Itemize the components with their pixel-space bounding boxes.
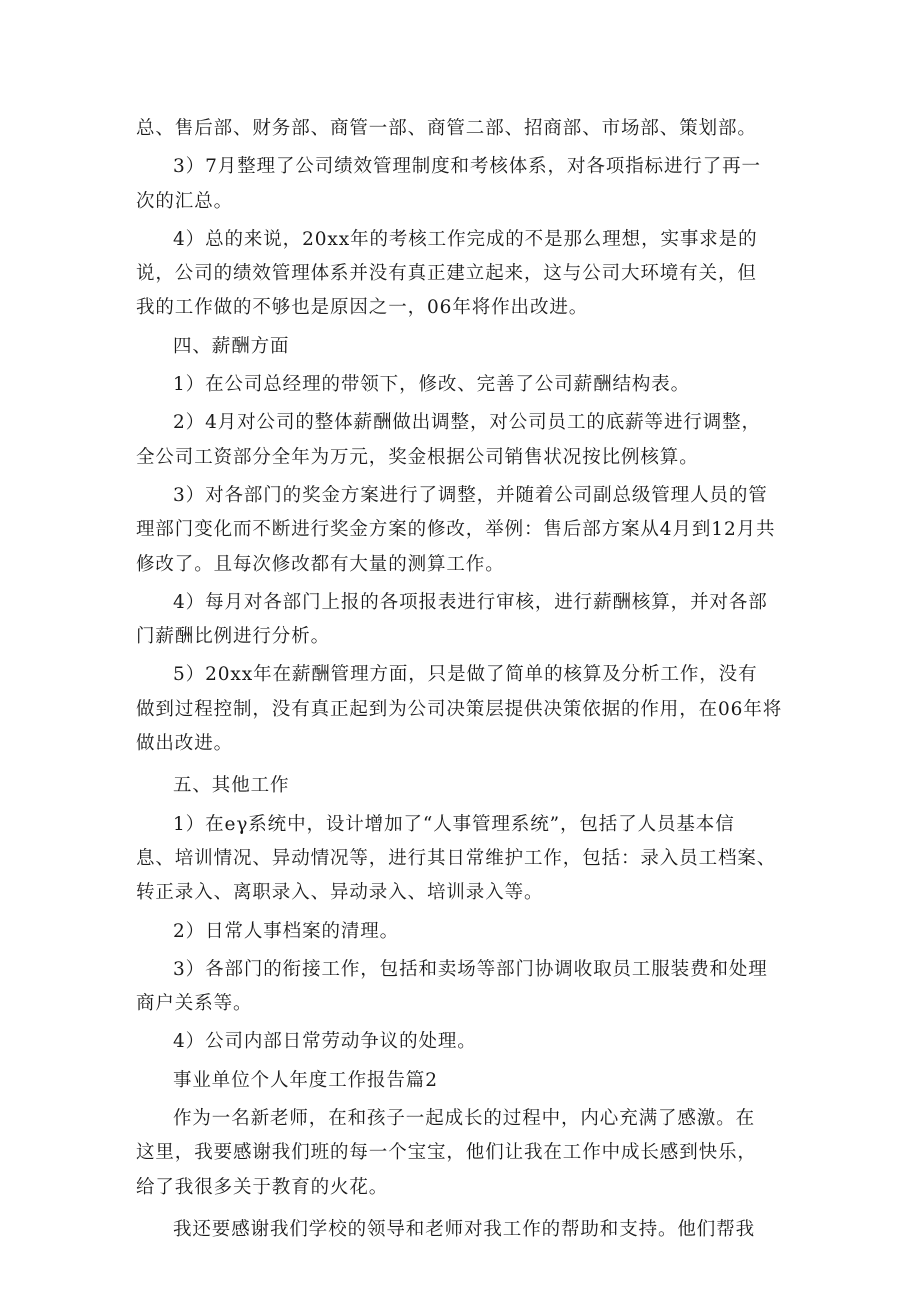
text-line: 次的汇总。 <box>136 190 234 212</box>
text-line: 做出改进。 <box>136 733 234 755</box>
paragraph-bonus-plan <box>136 479 796 582</box>
text-line: 我还要感谢我们学校的领导和老师对我工作的帮助和支持。他们帮我 <box>173 1218 756 1240</box>
paragraph-new-teacher <box>136 1102 796 1205</box>
paragraph-performance-system <box>136 150 796 219</box>
text-line: 商户关系等。 <box>136 993 253 1015</box>
text-line: 4）每月对各部门上报的各项报表进行审核，进行薪酬核算，并对各部 <box>173 591 768 613</box>
text-line: 给了我很多关于教育的火花。 <box>136 1176 389 1198</box>
text-line: 3）各部门的衔接工作，包括和卖场等部门协调收取员工服装费和处理 <box>173 958 768 980</box>
paragraph-assessment-summary <box>136 223 796 326</box>
text-line: 说，公司的绩效管理体系并没有真正建立起来，这与公司大环境有关，但 <box>136 263 757 285</box>
section-heading-other-work: 五、其他工作 <box>173 775 290 797</box>
paragraph-monthly-review <box>136 586 796 655</box>
paragraph-archive-cleanup <box>136 915 796 949</box>
paragraph-departments <box>136 112 796 146</box>
text-line: 作为一名新老师，在和孩子一起成长的过程中，内心充满了感激。在 <box>173 1108 756 1130</box>
paragraph-salary-summary <box>136 658 796 761</box>
paragraph-salary-adjustment <box>136 406 796 475</box>
text-line: 理部门变化而不断进行奖金方案的修改，举例：售后部方案从4月到12月共 <box>136 519 776 541</box>
text-line: 全公司工资部分全年为万元，奖金根据公司销售状况按比例核算。 <box>136 446 699 468</box>
text-line: 总、售后部、财务部、商管一部、商管二部、招商部、市场部、策划部。 <box>136 118 757 139</box>
text-line: 做到过程控制，没有真正起到为公司决策层提供决策依据的作用，在06年将 <box>136 698 783 720</box>
text-line: 4）总的来说，20xx年的考核工作完成的不是那么理想，实事求是的 <box>173 228 758 250</box>
paragraph-salary-structure <box>136 368 796 402</box>
text-line: 5）20xx年在薪酬管理方面，只是做了简单的核算及分析工作，没有 <box>173 664 758 686</box>
text-line: 转正录入、离职录入、异动录入、培训录入等。 <box>136 882 544 904</box>
text-line: 我的工作做的不够也是原因之一，06年将作出改进。 <box>136 297 589 319</box>
text-line: 1）在eγ系统中，设计增加了“人事管理系统”，包括了人员基本信 <box>173 813 735 835</box>
section-heading-salary: 四、薪酬方面 <box>173 335 290 357</box>
text-line: 2）日常人事档案的清理。 <box>173 920 400 942</box>
text-line: 门薪酬比例进行分析。 <box>136 626 331 648</box>
text-line: 3）对各部门的奖金方案进行了调整，并随着公司副总级管理人员的管 <box>173 484 768 506</box>
text-line: 这里，我要感谢我们班的每一个宝宝，他们让我在工作中成长感到快乐， <box>136 1142 757 1164</box>
paragraph-labor-disputes <box>136 1025 796 1059</box>
text-line: 2）4月对公司的整体薪酬做出调整，对公司员工的底薪等进行调整， <box>173 412 761 434</box>
paragraph-department-liaison <box>136 953 796 1022</box>
report-title-part-2: 事业单位个人年度工作报告篇2 <box>173 1069 438 1091</box>
text-line: 修改了。且每次修改都有大量的测算工作。 <box>136 553 505 575</box>
document-page <box>136 112 796 1247</box>
text-line: 息、培训情况、异动情况等，进行其日常维护工作，包括：录入员工档案、 <box>136 847 777 869</box>
text-line: 4）公司内部日常劳动争议的处理。 <box>173 1031 477 1053</box>
paragraph-hr-system <box>136 808 796 911</box>
text-line: 3）7月整理了公司绩效管理制度和考核体系，对各项指标进行了再一 <box>173 156 761 178</box>
text-line: 1）在公司总经理的带领下，修改、完善了公司薪酬结构表。 <box>173 374 691 396</box>
paragraph-thanks-leaders <box>136 1213 796 1247</box>
